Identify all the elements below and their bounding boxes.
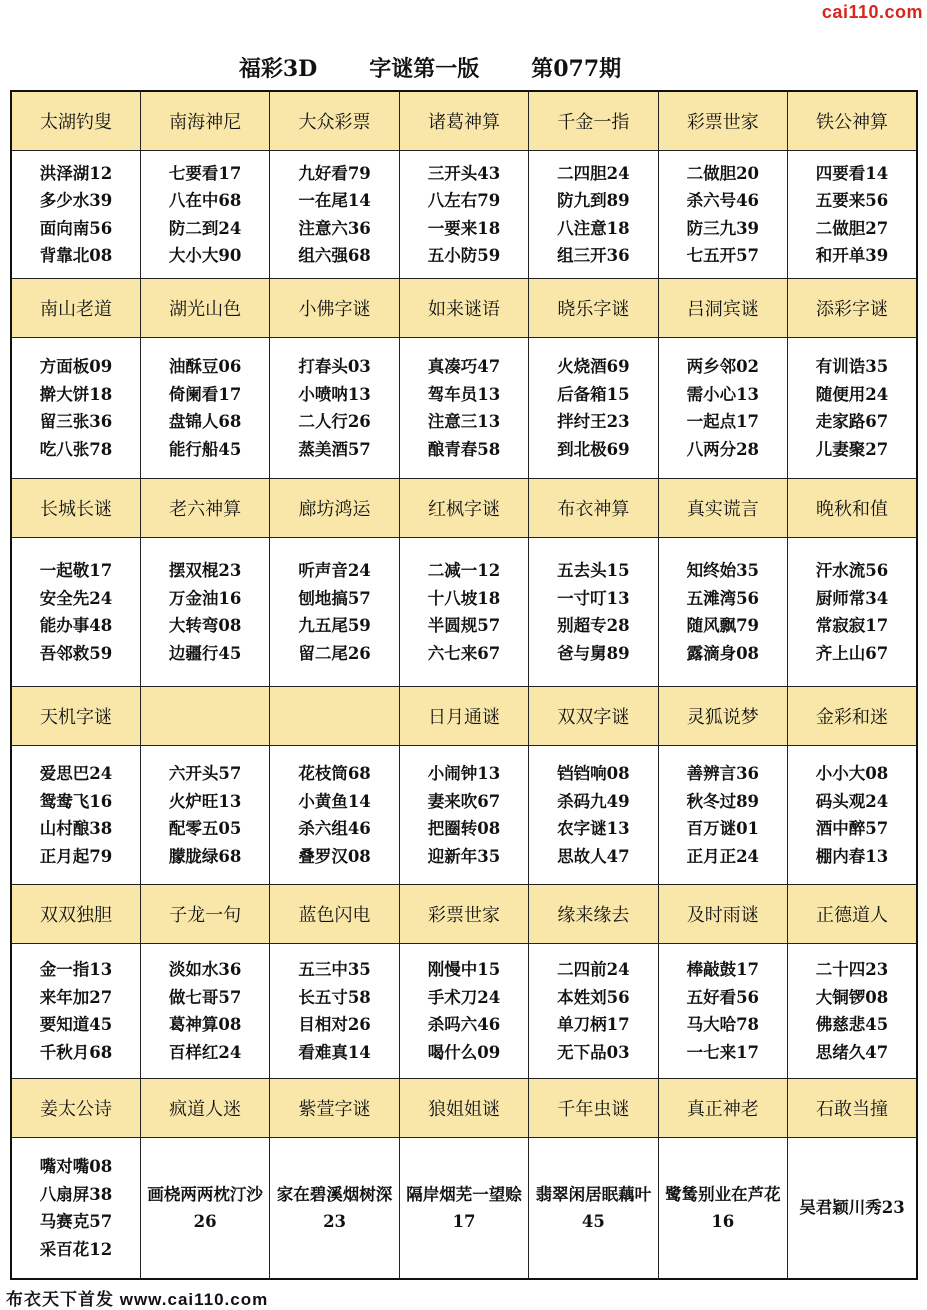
riddle-line: 二减一12 [427, 561, 501, 580]
riddle-line: 刨地搞57 [298, 588, 371, 608]
riddle-cell [11, 338, 140, 479]
riddle-cell [270, 338, 399, 479]
riddle-line: 真凑巧47 [427, 357, 501, 376]
riddle-cell [658, 151, 787, 279]
header-row [11, 1079, 917, 1138]
riddle-line: 能行船45 [168, 439, 242, 459]
column-header: 灵狐说梦 [658, 687, 787, 746]
riddle-line: 组六强68 [298, 246, 371, 265]
riddle-cell [658, 944, 787, 1079]
riddle-line: 二人行26 [298, 412, 371, 431]
riddle-line: 留三张36 [39, 412, 113, 431]
riddle-cell [788, 746, 917, 885]
column-header: 南海神尼 [140, 91, 269, 151]
riddle-line: 画桡两两枕汀沙26 [147, 1184, 263, 1231]
riddle-line: 杀码九49 [557, 791, 630, 811]
riddle-line: 露滴身08 [686, 643, 760, 663]
riddle-line: 看难真14 [298, 1042, 371, 1062]
riddle-line: 小闹钟13 [427, 764, 501, 783]
column-header: 千金一指 [529, 91, 658, 151]
riddle-line: 杀六号46 [686, 191, 760, 210]
column-header: 南山老道 [11, 279, 140, 338]
riddle-line: 防九到89 [557, 191, 630, 210]
column-header: 老六神算 [140, 479, 269, 538]
riddle-cell [529, 746, 658, 885]
riddle-cell [788, 538, 917, 687]
riddle-line: 正月起79 [39, 846, 113, 866]
riddle-line: 八扇屏38 [39, 1184, 113, 1204]
riddle-line: 葛神算08 [168, 1015, 242, 1034]
riddle-line: 汗水流56 [815, 561, 889, 580]
riddle-line: 妻来吹67 [427, 791, 501, 811]
riddle-line: 配零五05 [168, 819, 242, 838]
riddle-line: 小小大08 [815, 764, 889, 783]
riddle-line: 杀吗六46 [427, 1015, 501, 1034]
riddle-cell [658, 746, 787, 885]
riddle-line: 油酥豆06 [168, 357, 242, 376]
riddle-cell [270, 1138, 399, 1280]
riddle-cell [11, 944, 140, 1079]
riddle-line: 善辨言36 [686, 764, 760, 783]
riddle-line: 隔岸烟芜一望赊17 [406, 1184, 522, 1231]
riddle-line: 火烧酒69 [557, 357, 630, 376]
column-header: 及时雨谜 [658, 885, 787, 944]
riddle-line: 二做胆27 [815, 218, 889, 238]
site-watermark: cai110.com [821, 2, 923, 22]
riddle-cell [399, 538, 528, 687]
riddle-line: 朦胧绿68 [168, 846, 242, 866]
riddle-line: 随便用24 [815, 384, 889, 404]
riddle-line: 万金油16 [168, 588, 242, 608]
riddle-line: 马大哈78 [686, 1015, 760, 1034]
riddle-line: 一七来17 [686, 1042, 760, 1062]
riddle-line: 有训诰35 [815, 357, 889, 376]
riddle-line: 本姓刘56 [557, 987, 630, 1007]
riddle-line: 把圈转08 [427, 819, 501, 838]
riddle-table [10, 90, 918, 1280]
riddle-line: 半圆规57 [427, 616, 501, 635]
riddle-line: 要知道45 [39, 1015, 113, 1034]
column-header: 太湖钓叟 [11, 91, 140, 151]
riddle-line: 八注意18 [557, 218, 630, 238]
column-header: 廊坊鸿运 [270, 479, 399, 538]
header-row [11, 687, 917, 746]
riddle-cell [140, 151, 269, 279]
riddle-line: 和开单39 [815, 246, 889, 265]
riddle-line: 小黄鱼14 [298, 791, 371, 811]
riddle-line: 佛慈悲45 [815, 1015, 889, 1034]
riddle-line: 鹭鸶别业在芦花16 [665, 1184, 781, 1231]
riddle-line: 随风飘79 [686, 616, 760, 635]
column-header: 双双字谜 [529, 687, 658, 746]
riddle-cell [658, 538, 787, 687]
column-header [270, 687, 399, 746]
riddle-line: 拌纣王23 [557, 412, 630, 431]
riddle-line: 背靠北08 [39, 246, 113, 265]
riddle-line: 嘴对嘴08 [39, 1157, 113, 1176]
riddle-line: 别超专28 [557, 616, 630, 635]
riddle-line: 小喷呐13 [298, 384, 371, 404]
riddle-line: 蒸美酒57 [298, 439, 371, 459]
riddle-line: 采百花12 [39, 1239, 113, 1259]
riddle-line: 五要来56 [815, 191, 889, 210]
riddle-line: 刚慢中15 [427, 960, 501, 979]
riddle-line: 思故人47 [557, 846, 630, 866]
riddle-line: 需小心13 [686, 384, 760, 404]
column-header: 紫萱字谜 [270, 1079, 399, 1138]
riddle-line: 家在碧溪烟树深23 [276, 1184, 393, 1231]
riddle-line: 知终始35 [686, 561, 760, 580]
title-edition: 字谜第一版 [369, 56, 480, 82]
riddle-line: 山村酿38 [39, 819, 113, 838]
riddle-line: 淡如水36 [168, 960, 242, 979]
riddle-line: 摆双棍23 [168, 561, 242, 580]
riddle-line: 两乡邻02 [686, 357, 760, 376]
riddle-row [11, 1138, 917, 1280]
riddle-cell [399, 944, 528, 1079]
riddle-line: 听声音24 [298, 561, 371, 580]
column-header: 彩票世家 [658, 91, 787, 151]
riddle-cell [11, 746, 140, 885]
riddle-line: 留二尾26 [298, 643, 371, 663]
riddle-line: 来年加27 [39, 987, 113, 1007]
column-header: 布衣神算 [529, 479, 658, 538]
column-header: 疯道人迷 [140, 1079, 269, 1138]
riddle-line: 酒中醉57 [815, 819, 889, 838]
riddle-cell [658, 338, 787, 479]
riddle-line: 边疆行45 [168, 643, 242, 663]
column-header: 真实谎言 [658, 479, 787, 538]
riddle-line: 安全先24 [39, 588, 113, 608]
riddle-line: 农字谜13 [557, 819, 630, 838]
riddle-row [11, 151, 917, 279]
riddle-line: 七五开57 [686, 246, 760, 265]
riddle-line: 六开头57 [168, 764, 242, 783]
riddle-cell [529, 151, 658, 279]
riddle-line: 洪泽湖12 [39, 163, 113, 183]
riddle-row [11, 538, 917, 687]
column-header: 诸葛神算 [399, 91, 528, 151]
riddle-line: 长五寸58 [298, 987, 371, 1007]
riddle-line: 五滩湾56 [686, 588, 760, 608]
riddle-line: 二做胆20 [686, 163, 760, 183]
riddle-cell [140, 1138, 269, 1280]
riddle-cell [11, 1138, 140, 1280]
riddle-cell [788, 151, 917, 279]
riddle-line: 吾邻救59 [39, 643, 113, 663]
column-header: 日月通谜 [399, 687, 528, 746]
riddle-cell [140, 746, 269, 885]
riddle-line: 五三中35 [298, 960, 371, 979]
riddle-cell [270, 151, 399, 279]
riddle-line: 四要看14 [815, 163, 889, 183]
riddle-line: 爸与舅89 [557, 643, 630, 663]
riddle-line: 码头观24 [815, 791, 889, 811]
header-row [11, 885, 917, 944]
riddle-cell [399, 338, 528, 479]
riddle-line: 注意三13 [427, 412, 501, 431]
column-header: 千年虫谜 [529, 1079, 658, 1138]
column-header: 真正神老 [658, 1079, 787, 1138]
header-row [11, 279, 917, 338]
title-issue: 第077期 [531, 56, 622, 82]
riddle-line: 叠罗汉08 [298, 846, 371, 866]
riddle-line: 走家路67 [815, 412, 889, 431]
riddle-cell [11, 538, 140, 687]
riddle-cell [140, 338, 269, 479]
riddle-line: 单刀柄17 [557, 1015, 630, 1034]
riddle-line: 九好看79 [298, 163, 371, 183]
riddle-line: 面向南56 [39, 218, 113, 238]
riddle-line: 五好看56 [686, 987, 760, 1007]
riddle-cell [529, 944, 658, 1079]
riddle-line: 大铜锣08 [815, 987, 889, 1007]
column-header: 晚秋和值 [788, 479, 917, 538]
riddle-cell [140, 538, 269, 687]
header-row [11, 91, 917, 151]
riddle-line: 方面板09 [39, 357, 113, 376]
riddle-line: 迎新年35 [427, 846, 501, 866]
riddle-line: 无下品03 [557, 1042, 630, 1062]
riddle-line: 秋冬过89 [686, 791, 760, 811]
riddle-line: 一在尾14 [298, 191, 371, 210]
riddle-line: 擀大饼18 [39, 384, 113, 404]
riddle-line: 做七哥57 [168, 987, 242, 1007]
riddle-cell [529, 1138, 658, 1280]
column-header: 狼姐姐谜 [399, 1079, 528, 1138]
column-header: 小佛字谜 [270, 279, 399, 338]
riddle-line: 千秋月68 [39, 1042, 113, 1062]
column-header: 蓝色闪电 [270, 885, 399, 944]
riddle-line: 常寂寂17 [815, 616, 889, 635]
riddle-line: 花枝筒68 [298, 764, 371, 783]
column-header: 子龙一句 [140, 885, 269, 944]
column-header: 缘来缘去 [529, 885, 658, 944]
riddle-line: 棚内春13 [815, 846, 889, 866]
column-header: 晓乐字谜 [529, 279, 658, 338]
riddle-line: 三开头43 [427, 163, 501, 183]
riddle-line: 吴君颖川秀23 [799, 1198, 905, 1218]
riddle-line: 齐上山67 [815, 643, 889, 663]
riddle-cell [399, 746, 528, 885]
riddle-cell [529, 338, 658, 479]
riddle-line: 一寸叮13 [557, 588, 630, 608]
column-header: 吕洞宾谜 [658, 279, 787, 338]
riddle-line: 目相对26 [298, 1015, 371, 1034]
riddle-line: 五去头15 [557, 561, 630, 580]
riddle-line: 厨师常34 [815, 588, 889, 608]
column-header: 双双独胆 [11, 885, 140, 944]
riddle-line: 正月正24 [686, 846, 760, 866]
column-header: 铁公神算 [788, 91, 917, 151]
riddle-line: 马赛克57 [39, 1212, 113, 1231]
riddle-line: 八两分28 [686, 439, 760, 459]
column-header: 长城长谜 [11, 479, 140, 538]
riddle-line: 多少水39 [39, 191, 113, 210]
riddle-cell [788, 1138, 917, 1280]
riddle-line: 八左右79 [427, 191, 501, 210]
riddle-line: 驾车员13 [427, 384, 501, 404]
riddle-line: 吃八张78 [39, 439, 113, 459]
riddle-line: 火炉旺13 [168, 791, 242, 811]
riddle-cell [788, 944, 917, 1079]
riddle-line: 大转弯08 [168, 616, 242, 635]
riddle-line: 注意六36 [298, 218, 371, 238]
riddle-line: 到北极69 [557, 439, 630, 459]
riddle-line: 二四前24 [557, 960, 630, 979]
riddle-cell [270, 538, 399, 687]
column-header: 红枫字谜 [399, 479, 528, 538]
riddle-line: 金一指13 [39, 960, 113, 979]
riddle-cell [399, 151, 528, 279]
riddle-row [11, 338, 917, 479]
riddle-line: 八在中68 [168, 191, 242, 210]
riddle-line: 七要看17 [168, 163, 242, 183]
column-header: 正德道人 [788, 885, 917, 944]
riddle-cell [270, 746, 399, 885]
riddle-line: 一起点17 [686, 412, 760, 431]
column-header: 湖光山色 [140, 279, 269, 338]
riddle-line: 爱思巴24 [39, 764, 113, 783]
riddle-line: 防三九39 [686, 218, 760, 238]
riddle-line: 一起敬17 [39, 561, 113, 580]
riddle-line: 喝什么09 [427, 1042, 501, 1062]
column-header: 如来谜语 [399, 279, 528, 338]
riddle-line: 二十四23 [815, 960, 889, 979]
riddle-cell [788, 338, 917, 479]
riddle-line: 六七来67 [427, 643, 501, 663]
riddle-line: 十八坡18 [427, 588, 501, 608]
riddle-line: 手术刀24 [427, 987, 501, 1007]
riddle-line: 铛铛响08 [557, 764, 630, 783]
title-lottery: 福彩3D [238, 56, 318, 82]
header-row [11, 479, 917, 538]
riddle-line: 棒敲鼓17 [686, 960, 760, 979]
riddle-line: 九五尾59 [298, 616, 371, 635]
riddle-cell [140, 944, 269, 1079]
riddle-line: 能办事48 [39, 616, 113, 635]
riddle-line: 倚阑看17 [168, 384, 242, 404]
riddle-line: 五小防59 [427, 246, 501, 265]
riddle-line: 二四胆24 [557, 163, 630, 183]
riddle-cell [529, 538, 658, 687]
riddle-cell [399, 1138, 528, 1280]
column-header: 天机字谜 [11, 687, 140, 746]
riddle-line: 百样红24 [168, 1042, 242, 1062]
riddle-line: 翡翠闲居眠藕叶45 [535, 1184, 652, 1231]
riddle-line: 儿妻聚27 [815, 439, 889, 459]
riddle-line: 酿青春58 [427, 439, 501, 459]
riddle-line: 组三开36 [557, 246, 630, 265]
column-header: 添彩字谜 [788, 279, 917, 338]
column-header [140, 687, 269, 746]
riddle-cell [270, 944, 399, 1079]
riddle-line: 思绪久47 [815, 1042, 889, 1062]
riddle-cell [658, 1138, 787, 1280]
riddle-line: 后备箱15 [557, 384, 630, 404]
footer-text: 布衣天下首发 www.cai110.com [6, 1290, 269, 1309]
riddle-line: 大小大90 [168, 246, 242, 265]
riddle-line: 鸳鸯飞16 [39, 791, 113, 811]
page-title [0, 52, 860, 83]
riddle-line: 杀六组46 [298, 819, 371, 838]
column-header: 大众彩票 [270, 91, 399, 151]
riddle-cell [11, 151, 140, 279]
column-header: 姜太公诗 [11, 1079, 140, 1138]
riddle-line: 打春头03 [298, 357, 371, 376]
riddle-line: 一要来18 [427, 218, 501, 238]
riddle-line: 防二到24 [168, 218, 242, 238]
riddle-row [11, 944, 917, 1079]
column-header: 石敢当撞 [788, 1079, 917, 1138]
riddle-line: 百万谜01 [686, 819, 760, 838]
riddle-row [11, 746, 917, 885]
column-header: 金彩和迷 [788, 687, 917, 746]
column-header: 彩票世家 [399, 885, 528, 944]
riddle-line: 盘锦人68 [168, 412, 242, 431]
